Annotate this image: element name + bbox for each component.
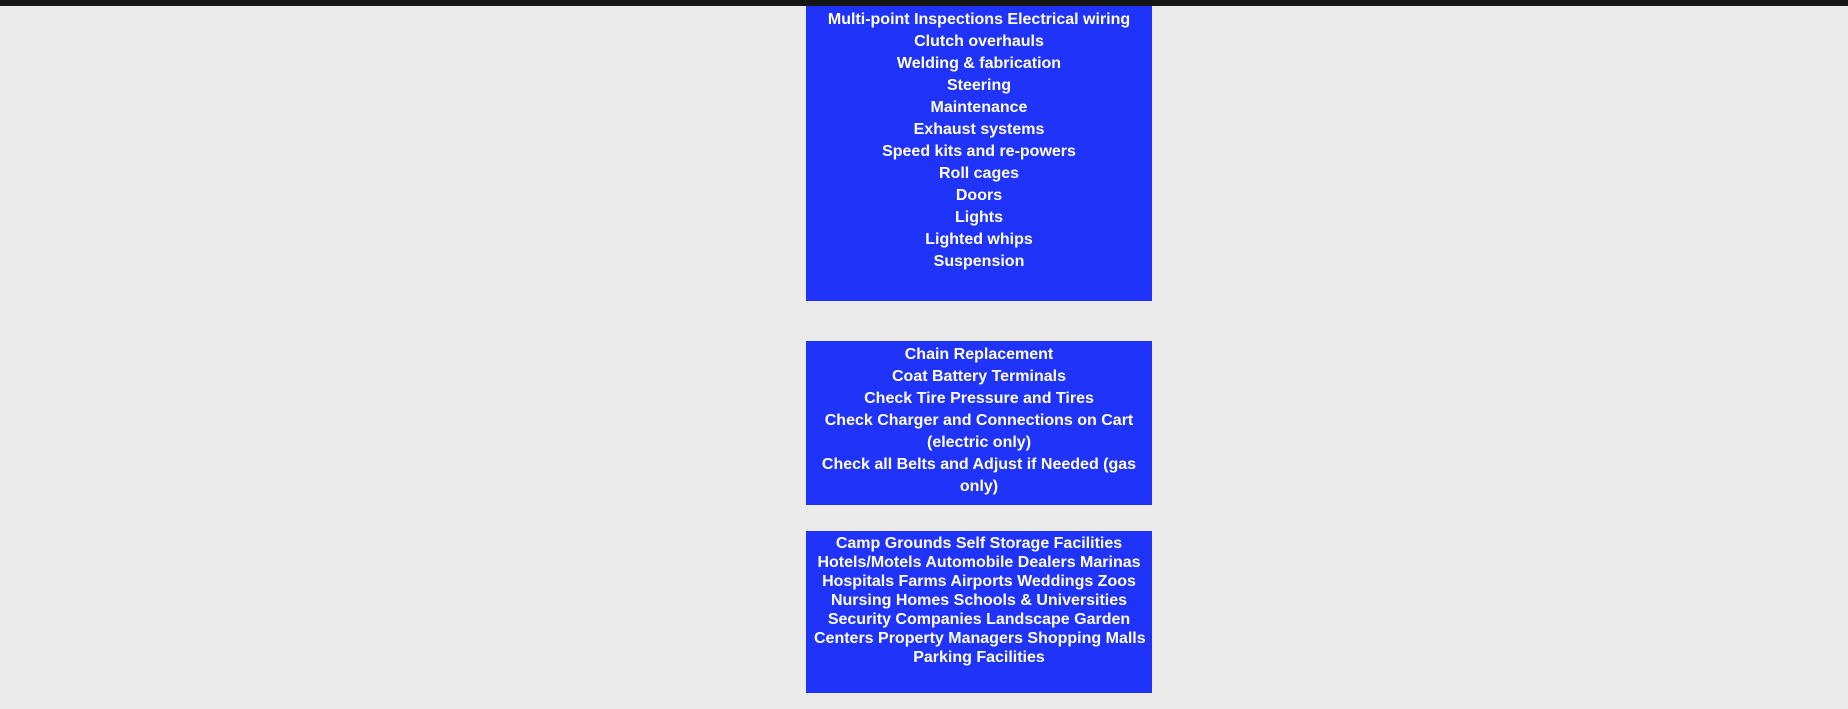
service-line: Check all Belts and Adjust if Needed (gas xyxy=(821,456,1137,473)
golf-cart-services-panel xyxy=(806,341,1152,505)
service-line: Speed kits and re-powers xyxy=(882,143,1076,160)
service-line: Coat Battery Terminals xyxy=(892,368,1066,385)
service-line: Lighted whips xyxy=(925,231,1033,248)
service-line: Check Tire Pressure and Tires xyxy=(864,390,1094,407)
service-line: Security Companies Landscape Garden xyxy=(827,611,1131,628)
service-line: Maintenance xyxy=(930,99,1028,116)
service-line: Doors xyxy=(955,187,1003,204)
service-line: Steering xyxy=(946,77,1011,94)
service-line: Hotels/Motels Automobile Dealers Marinas xyxy=(817,554,1141,571)
service-line: Exhaust systems xyxy=(913,121,1045,138)
service-line: only) xyxy=(959,478,999,495)
service-line: Multi-point Inspections Electrical wiring xyxy=(827,11,1131,28)
service-line: Lights xyxy=(955,209,1003,226)
service-line: Welding & fabrication xyxy=(896,55,1062,72)
service-line: Suspension xyxy=(933,253,1025,270)
service-line: Check Charger and Connections on Cart xyxy=(824,412,1134,429)
service-line: Clutch overhauls xyxy=(914,33,1044,50)
service-line: (electric only) xyxy=(926,434,1032,451)
service-line: Camp Grounds Self Storage Facilities xyxy=(835,535,1123,552)
service-line: Parking Facilities xyxy=(913,649,1045,666)
service-line: Nursing Homes Schools & Universities xyxy=(830,592,1128,609)
service-line: Chain Replacement xyxy=(904,346,1054,363)
service-line: Hospitals Farms Airports Weddings Zoos xyxy=(822,573,1136,590)
industries-served-panel xyxy=(806,531,1152,693)
offroad-services-panel xyxy=(806,6,1152,301)
service-line: Centers Property Managers Shopping Malls xyxy=(814,630,1146,647)
service-line: Roll cages xyxy=(938,165,1020,182)
